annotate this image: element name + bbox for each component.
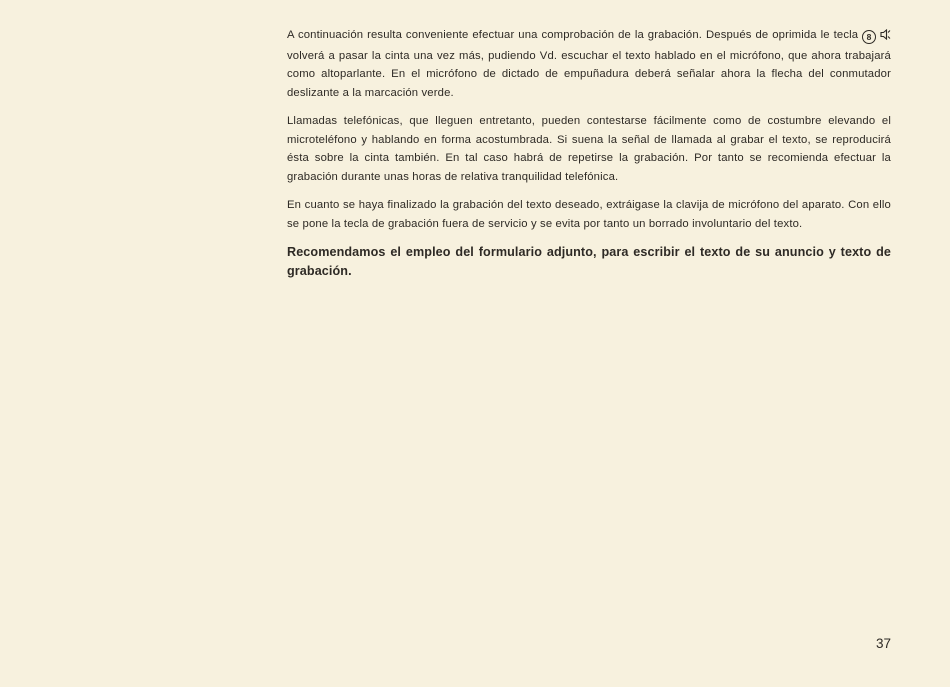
paragraph-1-text-start: A continuación resulta conveniente efectuar una comprobación de la grabación. Después de oprimida le tecla bbox=[287, 29, 863, 41]
key-8-icon: 8 bbox=[862, 30, 876, 44]
paragraph-grabacion-check bbox=[287, 26, 891, 102]
page-number: 37 bbox=[875, 636, 891, 651]
paragraph-llamadas-telefonicas: Llamadas telefónicas, que lleguen entretanto, pueden contestarse fácilmente como de costumbre elevando el microteléfono y hablando en forma acostumbrada. Si suena la señal de llamada al grabar el texto, se reproducirá ésta sobre la cinta también. En tal caso habrá de repetirse la grabación. Por tanto se recomienda efectuar la grabación durante unas horas de relativa tranquilidad telefónica. bbox=[287, 115, 891, 183]
paragraph-finalizar-grabacion: En cuanto se haya finalizado la grabación del texto deseado, extráigase la clavija de micrófono del aparato. Con ello se pone la tecla de grabación fuera de servicio y se evita por tanto un borrado involuntario del texto. bbox=[287, 199, 891, 230]
paragraph-recomendacion-formulario: Recomendamos el empleo del formulario adjunto, para escribir el texto de su anuncio y texto de grabación. bbox=[287, 245, 891, 278]
paragraph-1-text-end: volverá a pasar la cinta una vez más, pudiendo Vd. escuchar el texto hablado en el micrófono, que ahora trabajará como altoparlante. En el micrófono de dictado de empuñadura deberá señalar ahora la flecha del conmutador deslizante a la marcación verde. bbox=[287, 49, 891, 99]
body-text bbox=[287, 26, 891, 290]
speaker-icon bbox=[880, 28, 891, 47]
